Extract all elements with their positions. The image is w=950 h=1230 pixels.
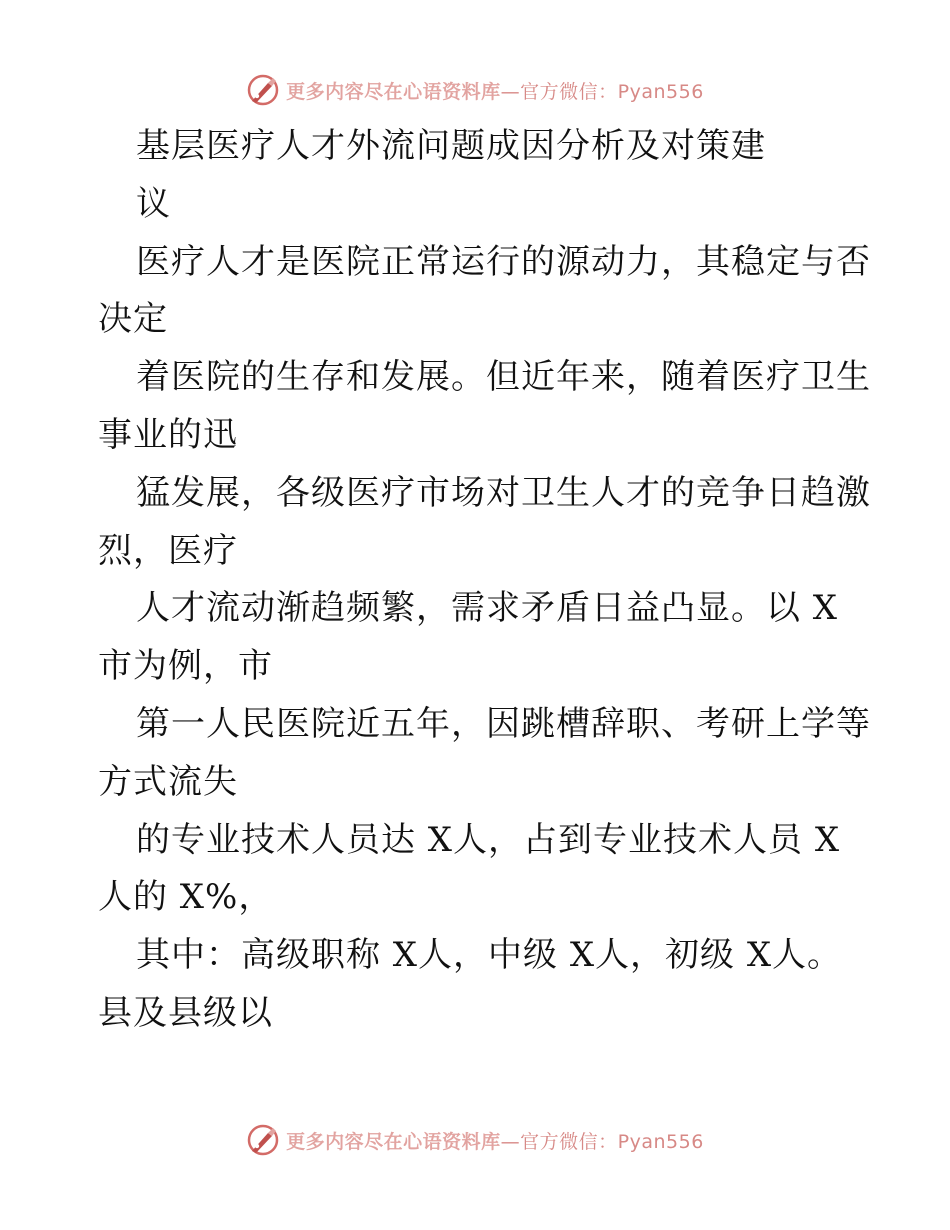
text-line: 猛发展，各级医疗市场对卫生人才的竞争日趋激 — [136, 472, 871, 513]
text-line: 其中：高级职称 X人，中级 X人，初级 X人。 — [136, 935, 843, 976]
watermark-site: 更多内容尽在心语资料库 — [286, 80, 501, 103]
watermark-text — [286, 77, 704, 104]
text-line: 决定 — [98, 299, 168, 340]
text-line: 议 — [136, 183, 171, 224]
text-line: 医疗人才是医院正常运行的源动力，其稳定与否 — [136, 241, 871, 282]
watermark-text — [286, 1127, 704, 1154]
watermark-dash: — — [500, 1130, 521, 1153]
text-line: 方式流失 — [98, 761, 238, 802]
document-body — [98, 118, 871, 1043]
text-line: 第一人民医院近五年，因跳槽辞职、考研上学等 — [136, 703, 871, 744]
text-line: 人的 X%， — [98, 877, 274, 918]
text-line: 事业的迅 — [98, 414, 238, 455]
text-line: 人才流动渐趋频繁，需求矛盾日益凸显。以 X — [136, 588, 839, 629]
text-line: 基层医疗人才外流问题成因分析及对策建 — [136, 126, 766, 166]
text-line: 着医院的生存和发展。但近年来，随着医疗卫生 — [136, 357, 871, 398]
watermark-contact: 官方微信：Pyan556 — [520, 80, 704, 103]
text-line: 的专业技术人员达 X人，占到专业技术人员 X — [136, 819, 841, 860]
header-watermark — [0, 70, 950, 110]
watermark-dash: — — [500, 80, 521, 103]
watermark-contact: 官方微信：Pyan556 — [520, 1130, 704, 1153]
pen-logo-icon — [246, 1123, 280, 1157]
pen-logo-icon — [246, 73, 280, 107]
text-line: 烈，医疗 — [98, 530, 238, 571]
text-line: 县及县级以 — [98, 992, 273, 1033]
watermark-site: 更多内容尽在心语资料库 — [286, 1130, 501, 1153]
text-line: 市为例，市 — [98, 646, 273, 687]
footer-watermark — [0, 1120, 950, 1160]
